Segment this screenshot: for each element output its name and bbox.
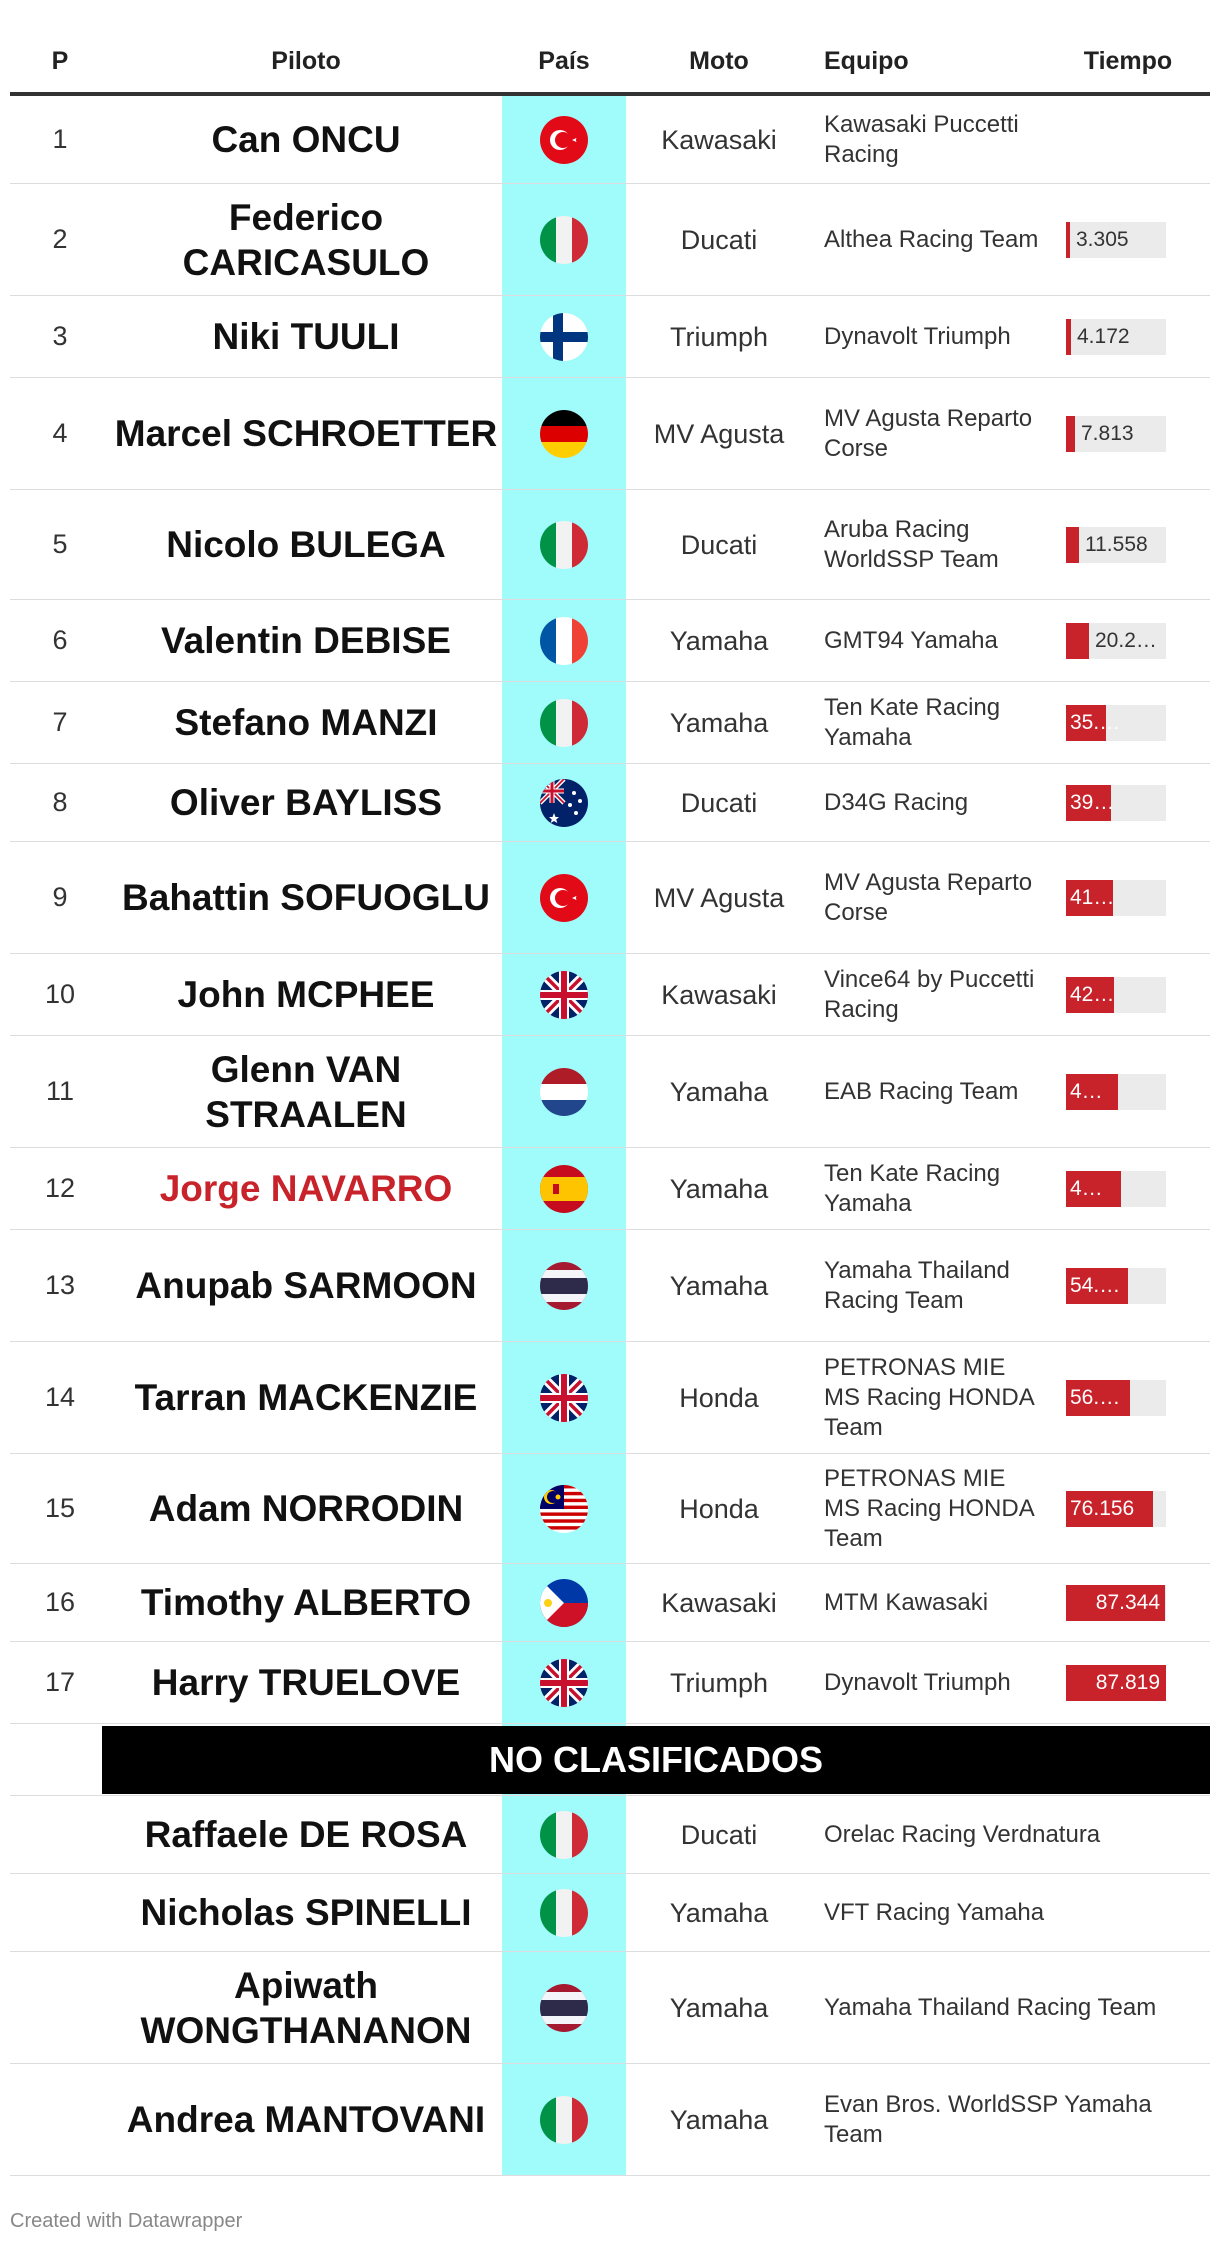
time-bar-track xyxy=(1066,785,1166,821)
rider-name: Adam NORRODIN xyxy=(148,1488,464,1529)
team-cell: D34G Racing xyxy=(824,788,969,816)
position-cell: 10 xyxy=(44,979,76,1009)
team-cell: GMT94 Yamaha xyxy=(824,626,998,654)
table-row xyxy=(10,764,1210,842)
position-cell xyxy=(10,1796,110,1873)
team-cell: Yamaha Thailand Racing Team xyxy=(824,1256,1010,1314)
team-cell: Ten Kate Racing Yamaha xyxy=(824,693,1001,751)
time-bar-track xyxy=(1066,705,1166,741)
position-cell: 15 xyxy=(44,1493,76,1523)
country-cell xyxy=(502,1148,626,1229)
time-cell xyxy=(1046,378,1210,489)
rider-name: Marcel SCHROETTER xyxy=(114,413,498,454)
time-bar-track xyxy=(1066,623,1166,659)
time-cell xyxy=(1046,1642,1210,1723)
team-cell: VFT Racing Yamaha xyxy=(824,1898,1045,1926)
rider-name: Stefano MANZI xyxy=(174,702,438,743)
table-row xyxy=(10,954,1210,1036)
country-cell xyxy=(502,96,626,183)
time-bar-track xyxy=(1066,1171,1166,1207)
rider-name: Andrea MANTOVANI xyxy=(126,2099,486,2140)
bike-cell: Triumph xyxy=(669,321,769,352)
rider-name: Nicholas SPINELLI xyxy=(140,1892,472,1933)
time-cell xyxy=(1046,1230,1210,1341)
team-cell: MTM Kawasaki xyxy=(824,1588,989,1616)
time-cell xyxy=(1046,96,1210,183)
rider-name: Bahattin SOFUOGLU xyxy=(122,877,490,918)
team-cell: Aruba Racing WorldSSP Team xyxy=(824,515,999,573)
time-cell xyxy=(1046,1036,1210,1147)
time-cell xyxy=(1046,1454,1210,1563)
bike-cell: Ducati xyxy=(680,787,758,818)
bike-cell: Yamaha xyxy=(669,1173,769,1204)
time-label: 35.… xyxy=(1070,710,1121,734)
bike-cell: MV Agusta xyxy=(653,418,785,449)
position-cell: 13 xyxy=(44,1270,76,1300)
time-bar xyxy=(1066,527,1079,563)
italy-flag-icon xyxy=(540,2096,588,2144)
bike-cell: Ducati xyxy=(680,1819,758,1850)
header-country: País xyxy=(538,47,590,75)
table-row xyxy=(10,842,1210,954)
bike-cell: Yamaha xyxy=(669,707,769,738)
uk-flag-icon xyxy=(540,971,588,1019)
table-row xyxy=(10,1454,1210,1564)
bike-cell: Yamaha xyxy=(669,1897,769,1928)
time-bar-track xyxy=(1066,1665,1166,1701)
table-row xyxy=(10,682,1210,764)
rider-name: Nicolo BULEGA xyxy=(166,524,446,565)
time-label: 39… xyxy=(1070,790,1115,814)
table-row xyxy=(10,1952,1210,2064)
thailand-flag-icon xyxy=(540,1984,588,2032)
italy-flag-icon xyxy=(540,216,588,264)
italy-flag-icon xyxy=(540,1889,588,1937)
table-row xyxy=(10,1342,1210,1454)
table-row xyxy=(10,600,1210,682)
country-cell xyxy=(502,682,626,763)
table-row xyxy=(10,1036,1210,1148)
country-cell xyxy=(502,296,626,377)
bike-cell: Honda xyxy=(679,1382,759,1413)
philippines-flag-icon xyxy=(540,1579,588,1627)
not-classified-rows xyxy=(10,1796,1210,2176)
germany-flag-icon xyxy=(540,410,588,458)
uk-flag-icon xyxy=(540,1659,588,1707)
bike-cell: Honda xyxy=(679,1493,759,1524)
team-cell: Ten Kate Racing Yamaha xyxy=(824,1159,1001,1217)
time-cell xyxy=(1046,184,1210,295)
country-cell xyxy=(502,1036,626,1147)
team-cell: Dynavolt Triumph xyxy=(824,322,1011,350)
italy-flag-icon xyxy=(540,699,588,747)
time-label: 41… xyxy=(1070,885,1115,909)
time-cell xyxy=(1046,600,1210,681)
rider-name: Oliver BAYLISS xyxy=(169,782,443,823)
time-bar-track xyxy=(1066,1074,1166,1110)
bike-cell: Yamaha xyxy=(669,1270,769,1301)
position-cell: 6 xyxy=(52,625,68,655)
bike-cell: Ducati xyxy=(680,529,758,560)
time-bar-track xyxy=(1066,319,1166,355)
country-cell xyxy=(502,1564,626,1641)
thailand-flag-icon xyxy=(540,1262,588,1310)
time-label: 7.813 xyxy=(1081,421,1134,445)
bike-cell: Yamaha xyxy=(669,2104,769,2135)
time-cell xyxy=(1046,1342,1210,1453)
team-cell: PETRONAS MIE MS Racing HONDA Team xyxy=(824,1464,1034,1552)
table-row xyxy=(10,96,1210,184)
bike-cell: Kawasaki xyxy=(661,1587,777,1618)
country-cell xyxy=(502,600,626,681)
bike-cell: Yamaha xyxy=(669,625,769,656)
country-cell xyxy=(502,490,626,599)
rider-name: Apiwath WONGTHANANON xyxy=(140,1964,472,2051)
bike-cell: Ducati xyxy=(680,224,758,255)
classified-rows xyxy=(10,96,1210,1724)
time-bar-track xyxy=(1066,977,1166,1013)
bike-cell: MV Agusta xyxy=(653,882,785,913)
position-cell: 14 xyxy=(44,1382,76,1412)
bike-cell: Triumph xyxy=(669,1667,769,1698)
country-cell xyxy=(502,184,626,295)
not-classified-section xyxy=(10,1724,1210,1796)
results-table xyxy=(10,0,1210,2176)
table-row xyxy=(10,490,1210,600)
country-cell xyxy=(502,1454,626,1563)
rider-name: Harry TRUELOVE xyxy=(151,1662,461,1703)
rider-name: Timothy ALBERTO xyxy=(140,1582,472,1623)
bike-cell: Kawasaki xyxy=(661,124,777,155)
time-label: 87.344 xyxy=(1095,1590,1160,1614)
time-cell xyxy=(1046,682,1210,763)
country-cell xyxy=(502,1952,626,2063)
position-cell: 1 xyxy=(52,124,68,154)
bike-cell: Yamaha xyxy=(669,1992,769,2023)
team-cell: PETRONAS MIE MS Racing HONDA Team xyxy=(824,1353,1034,1441)
position-cell: 7 xyxy=(52,707,68,737)
table-row xyxy=(10,2064,1210,2176)
header-team: Equipo xyxy=(824,47,909,75)
time-label: 76.156 xyxy=(1070,1496,1135,1520)
time-label: 56.… xyxy=(1070,1385,1121,1409)
time-bar xyxy=(1066,416,1075,452)
time-bar-track xyxy=(1066,527,1166,563)
time-bar-track xyxy=(1066,1491,1166,1527)
time-label: 11.558 xyxy=(1085,532,1148,556)
time-cell xyxy=(1046,764,1210,841)
position-cell: 5 xyxy=(52,529,68,559)
footer-credit: Created with Datawrapper xyxy=(10,2210,243,2232)
country-cell xyxy=(502,764,626,841)
time-cell xyxy=(1046,842,1210,953)
position-cell: 11 xyxy=(45,1076,75,1106)
team-cell: Althea Racing Team xyxy=(824,225,1039,253)
time-bar-track xyxy=(1066,880,1166,916)
turkey-flag-icon xyxy=(540,116,588,164)
table-row xyxy=(10,1148,1210,1230)
australia-flag-icon xyxy=(540,779,588,827)
team-cell: Dynavolt Triumph xyxy=(824,1668,1011,1696)
time-label: 20.2… xyxy=(1095,628,1157,652)
position-cell: 3 xyxy=(52,321,68,351)
team-cell: Vince64 by Puccetti Racing xyxy=(824,965,1035,1023)
turkey-flag-icon xyxy=(540,874,588,922)
position-cell: 9 xyxy=(52,882,68,912)
table-row xyxy=(10,184,1210,296)
country-cell xyxy=(502,1230,626,1341)
table-row xyxy=(10,1642,1210,1724)
time-cell xyxy=(1046,1564,1210,1641)
table-row xyxy=(10,378,1210,490)
team-cell: MV Agusta Reparto Corse xyxy=(824,404,1033,462)
position-cell: 12 xyxy=(44,1173,76,1203)
bike-cell: Yamaha xyxy=(669,1076,769,1107)
netherlands-flag-icon xyxy=(540,1068,588,1116)
italy-flag-icon xyxy=(540,1811,588,1859)
team-cell: MV Agusta Reparto Corse xyxy=(824,868,1033,926)
position-cell: 17 xyxy=(44,1667,76,1697)
time-label: 4… xyxy=(1070,1176,1103,1200)
time-bar-track xyxy=(1066,222,1166,258)
header-bike: Moto xyxy=(689,47,749,75)
time-cell xyxy=(1046,1148,1210,1229)
team-cell: Orelac Racing Verdnatura xyxy=(824,1820,1101,1848)
position-cell xyxy=(10,2064,110,2175)
country-cell xyxy=(502,954,626,1035)
table-header xyxy=(10,0,1210,96)
malaysia-flag-icon xyxy=(540,1485,588,1533)
country-cell xyxy=(502,2064,626,2175)
table-row xyxy=(10,1796,1210,1874)
country-cell xyxy=(502,1874,626,1951)
position-cell: 8 xyxy=(52,787,68,817)
rider-name: Tarran MACKENZIE xyxy=(134,1377,478,1418)
time-label: 4… xyxy=(1070,1079,1103,1103)
rider-name: Can ONCU xyxy=(211,119,401,160)
bike-cell: Kawasaki xyxy=(661,979,777,1010)
table-row xyxy=(10,1230,1210,1342)
header-time: Tiempo xyxy=(1083,47,1173,75)
time-label: 54.… xyxy=(1070,1273,1121,1297)
rider-name: John MCPHEE xyxy=(177,974,435,1015)
time-bar-track xyxy=(1066,1380,1166,1416)
rider-name: Glenn VAN STRAALEN xyxy=(205,1048,407,1135)
time-label: 4.172 xyxy=(1077,324,1130,348)
uk-flag-icon xyxy=(540,1374,588,1422)
country-cell xyxy=(502,842,626,953)
rider-name: Federico CARICASULO xyxy=(182,196,430,283)
team-cell: Evan Bros. WorldSSP Yamaha Team xyxy=(824,2090,1152,2148)
header-rider: Piloto xyxy=(271,47,341,75)
time-cell xyxy=(1046,490,1210,599)
header-position: P xyxy=(51,47,69,75)
rider-name: Jorge NAVARRO xyxy=(159,1168,453,1209)
team-cell: EAB Racing Team xyxy=(824,1077,1019,1105)
time-label: 3.305 xyxy=(1076,227,1129,251)
time-bar xyxy=(1066,222,1070,258)
time-label: 87.819 xyxy=(1095,1670,1160,1694)
position-cell: 4 xyxy=(52,418,68,448)
country-cell xyxy=(502,1642,626,1723)
time-bar-track xyxy=(1066,416,1166,452)
country-cell xyxy=(502,1342,626,1453)
italy-flag-icon xyxy=(540,521,588,569)
position-cell xyxy=(10,1952,110,2063)
time-bar-track xyxy=(1066,1585,1166,1621)
rider-name: Niki TUULI xyxy=(212,316,400,357)
rider-name: Anupab SARMOON xyxy=(135,1265,477,1306)
finland-flag-icon xyxy=(540,313,588,361)
table-row xyxy=(10,1874,1210,1952)
time-label: 42… xyxy=(1070,982,1115,1006)
team-cell: Yamaha Thailand Racing Team xyxy=(824,1993,1157,2021)
country-cell xyxy=(502,378,626,489)
not-classified-label: NO CLASIFICADOS xyxy=(102,1726,1210,1794)
position-cell: 16 xyxy=(44,1587,76,1617)
position-cell: 2 xyxy=(52,224,68,254)
time-bar xyxy=(1066,623,1089,659)
france-flag-icon xyxy=(540,617,588,665)
team-cell: Kawasaki Puccetti Racing xyxy=(824,110,1019,168)
rider-name: Raffaele DE ROSA xyxy=(144,1814,468,1855)
time-cell xyxy=(1046,296,1210,377)
table-row xyxy=(10,1564,1210,1642)
spain-flag-icon xyxy=(540,1165,588,1213)
time-bar-track xyxy=(1066,1268,1166,1304)
time-cell xyxy=(1046,954,1210,1035)
table-row xyxy=(10,296,1210,378)
position-cell xyxy=(10,1874,110,1951)
time-bar xyxy=(1066,319,1071,355)
rider-name: Valentin DEBISE xyxy=(161,620,451,661)
country-cell xyxy=(502,1796,626,1873)
